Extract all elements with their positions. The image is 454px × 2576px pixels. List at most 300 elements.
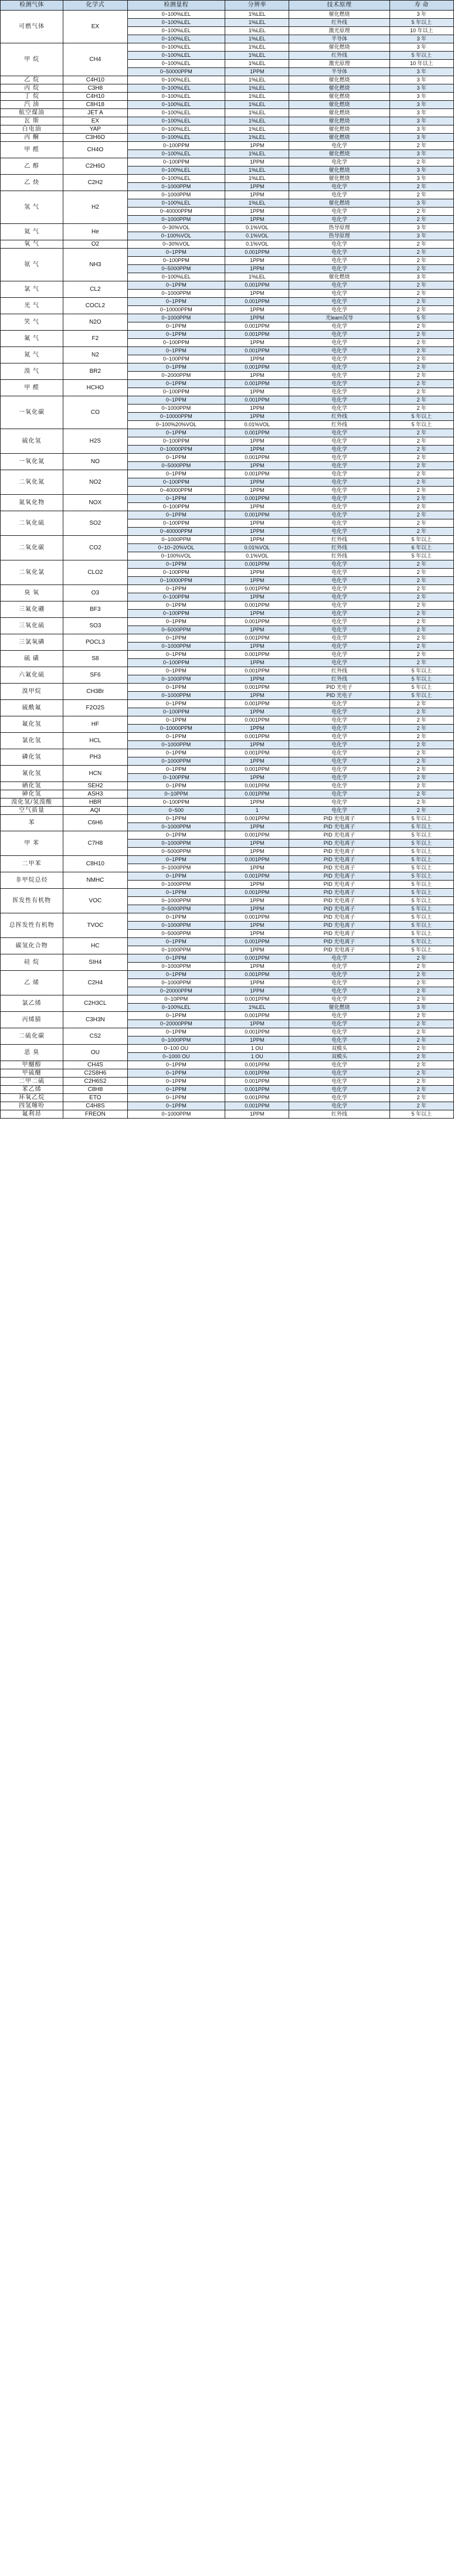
gas-name-cell: 六氟化硫 xyxy=(1,667,63,684)
technology-cell: 电化学 xyxy=(289,158,389,166)
gas-name-cell: 硫酰氟 xyxy=(1,700,63,716)
life-cell: 2 年 xyxy=(389,519,454,528)
chemical-formula-cell: CH4O xyxy=(63,142,127,158)
table-row xyxy=(1,470,454,478)
resolution-cell: 0.001PPM xyxy=(225,396,289,405)
table-row xyxy=(1,495,454,503)
chemical-formula-cell: C2H4 xyxy=(63,971,127,995)
life-cell: 2 年 xyxy=(389,347,454,355)
range-cell: 0~100PPM xyxy=(127,158,225,166)
range-cell: 0~100%VOL xyxy=(127,552,225,560)
technology-cell: PID 光电离子 xyxy=(289,897,389,905)
range-cell: 0~40000PPM xyxy=(127,528,225,536)
range-cell: 0~1PPM xyxy=(127,601,225,610)
gas-name-cell: 白电油 xyxy=(1,125,63,134)
gas-name-cell: 氮氧化物 xyxy=(1,495,63,511)
table-row xyxy=(1,536,454,544)
life-cell: 2 年 xyxy=(389,577,454,585)
technology-cell: 电化学 xyxy=(289,1020,389,1028)
life-cell: 2 年 xyxy=(389,372,454,380)
table-row xyxy=(1,1078,454,1086)
life-cell: 2 年 xyxy=(389,142,454,150)
gas-name-cell: 臭 氧 xyxy=(1,585,63,601)
life-cell: 2 年 xyxy=(389,1078,454,1086)
chemical-formula-cell: FREON xyxy=(63,1110,127,1119)
technology-cell: 电化学 xyxy=(289,963,389,971)
header-resolution: 分辨率 xyxy=(225,1,289,11)
technology-cell: 电化学 xyxy=(289,487,389,495)
range-cell: 0~1000PPM xyxy=(127,183,225,191)
technology-cell: 电化学 xyxy=(289,1069,389,1078)
resolution-cell: 1PPM xyxy=(225,692,289,700)
life-cell: 2 年 xyxy=(389,511,454,519)
gas-name-cell: 一氧化碳 xyxy=(1,396,63,429)
table-row xyxy=(1,790,454,798)
life-cell: 2 年 xyxy=(389,610,454,618)
range-cell: 0~10000PPM xyxy=(127,577,225,585)
range-cell: 0~1PPM xyxy=(127,1086,225,1094)
technology-cell: 电化学 xyxy=(289,651,389,659)
resolution-cell: 0.001PPM xyxy=(225,1012,289,1020)
life-cell: 2 年 xyxy=(389,560,454,569)
resolution-cell: 1%LEL xyxy=(225,19,289,27)
resolution-cell: 0.001PPM xyxy=(225,889,289,897)
technology-cell: PID 光电离子 xyxy=(289,913,389,922)
gas-name-cell: 三氟化硼 xyxy=(1,601,63,618)
resolution-cell: 1PPM xyxy=(225,183,289,191)
table-row xyxy=(1,1069,454,1078)
technology-cell: 催化燃烧 xyxy=(289,175,389,183)
life-cell: 3 年 xyxy=(389,224,454,232)
life-cell: 2 年 xyxy=(389,478,454,487)
technology-cell: 电化学 xyxy=(289,511,389,519)
gas-name-cell: 恶 臭 xyxy=(1,1045,63,1061)
chemical-formula-cell: O3 xyxy=(63,585,127,601)
gas-name-cell: 苯 xyxy=(1,815,63,831)
life-cell: 2 年 xyxy=(389,470,454,478)
range-cell: 0~100%LEL xyxy=(127,19,225,27)
resolution-cell: 0.001PPM xyxy=(225,782,289,790)
gas-name-cell: 碳氢化合物 xyxy=(1,938,63,954)
table-row xyxy=(1,1094,454,1102)
resolution-cell: 0.001PPM xyxy=(225,790,289,798)
range-cell: 0~10PPM xyxy=(127,790,225,798)
table-row xyxy=(1,101,454,109)
resolution-cell: 1PPM xyxy=(225,1036,289,1045)
gas-name-cell: 可燃气体 xyxy=(1,11,63,43)
resolution-cell: 0.001PPM xyxy=(225,1086,289,1094)
technology-cell: 电化学 xyxy=(289,355,389,363)
gas-name-cell: 氟化氢 xyxy=(1,716,63,733)
resolution-cell: 0.001PPM xyxy=(225,856,289,864)
resolution-cell: 0.1%VOL xyxy=(225,552,289,560)
range-cell: 0~100PPM xyxy=(127,142,225,150)
chemical-formula-cell: He xyxy=(63,224,127,240)
range-cell: 0~100 OU xyxy=(127,1045,225,1053)
technology-cell: PID 光电离子 xyxy=(289,946,389,954)
technology-cell: PID 光电离子 xyxy=(289,815,389,823)
range-cell: 0~20000PPM xyxy=(127,1020,225,1028)
gas-name-cell: 氦 气 xyxy=(1,224,63,240)
resolution-cell: 0.001PPM xyxy=(225,766,289,774)
range-cell: 0~100%LEL xyxy=(127,109,225,117)
range-cell: 0~40000PPM xyxy=(127,208,225,216)
range-cell: 0~1000 OU xyxy=(127,1053,225,1061)
resolution-cell: 1PPM xyxy=(225,881,289,889)
technology-cell: 电化学 xyxy=(289,634,389,643)
table-row xyxy=(1,125,454,134)
life-cell: 2 年 xyxy=(389,954,454,963)
resolution-cell: 1PPM xyxy=(225,864,289,872)
table-row xyxy=(1,872,454,881)
life-cell: 5 年以上 xyxy=(389,536,454,544)
header-technology: 技术原理 xyxy=(289,1,389,11)
technology-cell: 电化学 xyxy=(289,249,389,257)
life-cell: 3 年 xyxy=(389,232,454,240)
resolution-cell: 0.001PPM xyxy=(225,560,289,569)
range-cell: 0~1PPM xyxy=(127,938,225,946)
technology-cell: 电化学 xyxy=(289,790,389,798)
chemical-formula-cell: C3H8 xyxy=(63,84,127,93)
resolution-cell: 0.001PPM xyxy=(225,651,289,659)
technology-cell: 电化学 xyxy=(289,626,389,634)
technology-cell: 电化学 xyxy=(289,347,389,355)
chemical-formula-cell: PH3 xyxy=(63,749,127,766)
life-cell: 2 年 xyxy=(389,807,454,815)
table-row xyxy=(1,429,454,437)
range-cell: 0~40000PPM xyxy=(127,487,225,495)
range-cell: 0~100%LEL xyxy=(127,35,225,43)
life-cell: 2 年 xyxy=(389,626,454,634)
range-cell: 0~5000PPM xyxy=(127,930,225,938)
range-cell: 0~10000PPM xyxy=(127,446,225,454)
life-cell: 2 年 xyxy=(389,651,454,659)
chemical-formula-cell: AQI xyxy=(63,807,127,815)
resolution-cell: 0.001PPM xyxy=(225,363,289,372)
gas-name-cell: 硫 磺 xyxy=(1,651,63,667)
table-row xyxy=(1,954,454,963)
life-cell: 3 年 xyxy=(389,35,454,43)
range-cell: 0~1000PPM xyxy=(127,946,225,954)
resolution-cell: 0.001PPM xyxy=(225,634,289,643)
gas-name-cell: 甲 醛 xyxy=(1,142,63,158)
resolution-cell: 0.001PPM xyxy=(225,815,289,823)
technology-cell: 电化学 xyxy=(289,281,389,290)
resolution-cell: 1%LEL xyxy=(225,43,289,52)
life-cell: 5 年以上 xyxy=(389,872,454,881)
life-cell: 2 年 xyxy=(389,618,454,626)
technology-cell: 电化学 xyxy=(289,971,389,979)
technology-cell: 电化学 xyxy=(289,265,389,273)
range-cell: 0~1PPM xyxy=(127,495,225,503)
technology-cell: 催化燃烧 xyxy=(289,109,389,117)
resolution-cell: 1PPM xyxy=(225,339,289,347)
resolution-cell: 1%LEL xyxy=(225,11,289,19)
gas-name-cell: 总挥发性有机物 xyxy=(1,913,63,938)
life-cell: 2 年 xyxy=(389,462,454,470)
range-cell: 0~100PPM xyxy=(127,569,225,577)
chemical-formula-cell: C8H18 xyxy=(63,101,127,109)
table-row xyxy=(1,585,454,593)
range-cell: 0~100PPM xyxy=(127,519,225,528)
resolution-cell: 1PPM xyxy=(225,774,289,782)
technology-cell: 电化学 xyxy=(289,1012,389,1020)
range-cell: 0~1PPM xyxy=(127,396,225,405)
header-formula: 化学式 xyxy=(63,1,127,11)
table-row xyxy=(1,84,454,93)
resolution-cell: 1%LEL xyxy=(225,101,289,109)
resolution-cell: 1%LEL xyxy=(225,1004,289,1012)
technology-cell: PID 光电离子 xyxy=(289,889,389,897)
range-cell: 0~100%LEL xyxy=(127,84,225,93)
range-cell: 0~100PPM xyxy=(127,388,225,396)
technology-cell: 催化燃烧 xyxy=(289,273,389,281)
technology-cell: 电化学 xyxy=(289,585,389,593)
technology-cell: 电化学 xyxy=(289,1078,389,1086)
chemical-formula-cell: CO2 xyxy=(63,536,127,560)
life-cell: 5 年以上 xyxy=(389,675,454,684)
life-cell: 2 年 xyxy=(389,1036,454,1045)
resolution-cell: 1PPM xyxy=(225,610,289,618)
range-cell: 0~5000PPM xyxy=(127,462,225,470)
resolution-cell: 1%LEL xyxy=(225,84,289,93)
technology-cell: 电化学 xyxy=(289,1094,389,1102)
resolution-cell: 1%LEL xyxy=(225,199,289,208)
gas-name-cell: 乙 烷 xyxy=(1,76,63,84)
technology-cell: 电化学 xyxy=(289,798,389,807)
technology-cell: 电化学 xyxy=(289,1028,389,1036)
range-cell: 0~100%LEL xyxy=(127,134,225,142)
table-row xyxy=(1,782,454,790)
life-cell: 2 年 xyxy=(389,634,454,643)
range-cell: 0~100PPM xyxy=(127,478,225,487)
technology-cell: 电化学 xyxy=(289,601,389,610)
resolution-cell: 1PPM xyxy=(225,848,289,856)
gas-name-cell: 氢 气 xyxy=(1,191,63,224)
technology-cell: PID 光电离子 xyxy=(289,856,389,864)
gas-name-cell: 二氧化氮 xyxy=(1,470,63,495)
resolution-cell: 1%LEL xyxy=(225,60,289,68)
life-cell: 2 年 xyxy=(389,963,454,971)
life-cell: 2 年 xyxy=(389,487,454,495)
resolution-cell: 1PPM xyxy=(225,478,289,487)
resolution-cell: 0.001PPM xyxy=(225,347,289,355)
technology-cell: 电化学 xyxy=(289,987,389,995)
chemical-formula-cell: NO xyxy=(63,454,127,470)
resolution-cell: 1PPM xyxy=(225,437,289,446)
technology-cell: PID 光电离子 xyxy=(289,881,389,889)
life-cell: 2 年 xyxy=(389,1020,454,1028)
technology-cell: 催化燃烧 xyxy=(289,199,389,208)
table-row xyxy=(1,913,454,922)
technology-cell: 双模头 xyxy=(289,1053,389,1061)
range-cell: 0~5000PPM xyxy=(127,626,225,634)
life-cell: 2 年 xyxy=(389,659,454,667)
life-cell: 2 年 xyxy=(389,643,454,651)
life-cell: 2 年 xyxy=(389,1053,454,1061)
life-cell: 5 年以上 xyxy=(389,19,454,27)
life-cell: 2 年 xyxy=(389,987,454,995)
resolution-cell: 1PPM xyxy=(225,446,289,454)
range-cell: 0~1PPM xyxy=(127,298,225,306)
technology-cell: 催化燃烧 xyxy=(289,93,389,101)
range-cell: 0~1000PPM xyxy=(127,314,225,322)
technology-cell: 激光原理 xyxy=(289,27,389,35)
technology-cell: 电化学 xyxy=(289,519,389,528)
resolution-cell: 0.001PPM xyxy=(225,495,289,503)
technology-cell: 电化学 xyxy=(289,528,389,536)
technology-cell: 红外线 xyxy=(289,544,389,552)
range-cell: 0~1000PPM xyxy=(127,979,225,987)
life-cell: 5 年以上 xyxy=(389,823,454,831)
chemical-formula-cell: SIH4 xyxy=(63,954,127,971)
gas-name-cell: 光 气 xyxy=(1,298,63,314)
table-row xyxy=(1,109,454,117)
resolution-cell: 1PPM xyxy=(225,1110,289,1119)
table-row xyxy=(1,314,454,322)
table-row xyxy=(1,651,454,659)
range-cell: 0~100PPM xyxy=(127,774,225,782)
resolution-cell: 1%LEL xyxy=(225,166,289,175)
technology-cell: 催化燃烧 xyxy=(289,134,389,142)
technology-cell: 催化燃烧 xyxy=(289,1004,389,1012)
life-cell: 5 年以上 xyxy=(389,52,454,60)
life-cell: 2 年 xyxy=(389,1061,454,1069)
resolution-cell: 1%LEL xyxy=(225,175,289,183)
resolution-cell: 1%LEL xyxy=(225,125,289,134)
table-row xyxy=(1,601,454,610)
resolution-cell: 0.001PPM xyxy=(225,749,289,757)
life-cell: 2 年 xyxy=(389,733,454,741)
technology-cell: 电化学 xyxy=(289,470,389,478)
resolution-cell: 1PPM xyxy=(225,487,289,495)
range-cell: 0~1PPM xyxy=(127,281,225,290)
technology-cell: 电化学 xyxy=(289,1036,389,1045)
gas-name-cell: 笑 气 xyxy=(1,314,63,331)
gas-name-cell: 二氧化硫 xyxy=(1,511,63,536)
range-cell: 0~1000PPM xyxy=(127,290,225,298)
range-cell: 0~100PPM xyxy=(127,593,225,601)
table-row xyxy=(1,454,454,462)
chemical-formula-cell: C2H2 xyxy=(63,175,127,191)
table-row xyxy=(1,191,454,199)
technology-cell: 电化学 xyxy=(289,577,389,585)
life-cell: 2 年 xyxy=(389,766,454,774)
gas-name-cell: 三氧化硫 xyxy=(1,618,63,634)
gas-name-cell: 丙 酮 xyxy=(1,134,63,142)
table-row xyxy=(1,889,454,897)
range-cell: 0~1000PPM xyxy=(127,881,225,889)
gas-name-cell: 一氧化氮 xyxy=(1,454,63,470)
resolution-cell: 0.1%VOL xyxy=(225,232,289,240)
range-cell: 0~100%LEL xyxy=(127,117,225,125)
technology-cell: 电化学 xyxy=(289,741,389,749)
chemical-formula-cell: HC xyxy=(63,938,127,954)
life-cell: 10 年以上 xyxy=(389,60,454,68)
resolution-cell: 0.01%VOL xyxy=(225,421,289,429)
header-life: 寿 命 xyxy=(389,1,454,11)
range-cell: 0~1PPM xyxy=(127,872,225,881)
gas-name-cell: 甲硫醚 xyxy=(1,1069,63,1078)
table-row xyxy=(1,93,454,101)
resolution-cell: 1PPM xyxy=(225,355,289,363)
technology-cell: 电化学 xyxy=(289,766,389,774)
chemical-formula-cell: C8H10 xyxy=(63,856,127,872)
chemical-formula-cell: CH4 xyxy=(63,43,127,76)
range-cell: 0~100%20%VOL xyxy=(127,421,225,429)
range-cell: 0~100PPM xyxy=(127,610,225,618)
range-cell: 0~1PPM xyxy=(127,363,225,372)
resolution-cell: 0.001PPM xyxy=(225,298,289,306)
resolution-cell: 1PPM xyxy=(225,725,289,733)
gas-name-cell: 空气质量 xyxy=(1,807,63,815)
range-cell: 0~1PPM xyxy=(127,782,225,790)
life-cell: 2 年 xyxy=(389,1094,454,1102)
technology-cell: 电化学 xyxy=(289,708,389,716)
life-cell: 2 年 xyxy=(389,782,454,790)
resolution-cell: 0.001PPM xyxy=(225,1078,289,1086)
gas-name-cell: 甲 醛 xyxy=(1,380,63,396)
life-cell: 2 年 xyxy=(389,183,454,191)
gas-name-cell: 二硫化碳 xyxy=(1,1028,63,1045)
range-cell: 0~1PPM xyxy=(127,971,225,979)
technology-cell: 电化学 xyxy=(289,979,389,987)
life-cell: 2 年 xyxy=(389,716,454,725)
range-cell: 0~30%VOL xyxy=(127,224,225,232)
chemical-formula-cell: C6H6 xyxy=(63,815,127,831)
table-row xyxy=(1,749,454,757)
technology-cell: 电化学 xyxy=(289,396,389,405)
technology-cell: 电化学 xyxy=(289,733,389,741)
life-cell: 3 年 xyxy=(389,68,454,76)
gas-name-cell: 汽 油 xyxy=(1,101,63,109)
life-cell: 2 年 xyxy=(389,1086,454,1094)
resolution-cell: 0.001PPM xyxy=(225,429,289,437)
resolution-cell: 0.001PPM xyxy=(225,1028,289,1036)
resolution-cell: 0.001PPM xyxy=(225,938,289,946)
resolution-cell: 1 OU xyxy=(225,1045,289,1053)
table-row xyxy=(1,511,454,519)
gas-name-cell: 四氢噻吩 xyxy=(1,1102,63,1110)
table-header xyxy=(1,1,454,11)
range-cell: 0~1000PPM xyxy=(127,897,225,905)
resolution-cell: 1PPM xyxy=(225,68,289,76)
chemical-formula-cell: NO2 xyxy=(63,470,127,495)
table-row xyxy=(1,1028,454,1036)
resolution-cell: 1PPM xyxy=(225,413,289,421)
life-cell: 3 年 xyxy=(389,93,454,101)
life-cell: 2 年 xyxy=(389,1045,454,1053)
life-cell: 2 年 xyxy=(389,1012,454,1020)
table-row xyxy=(1,618,454,626)
technology-cell: PID 光电离子 xyxy=(289,922,389,930)
gas-name-cell: 甲 苯 xyxy=(1,831,63,856)
range-cell: 0~1PPM xyxy=(127,815,225,823)
resolution-cell: 1PPM xyxy=(225,946,289,954)
technology-cell: 电化学 xyxy=(289,331,389,339)
resolution-cell: 1PPM xyxy=(225,823,289,831)
range-cell: 0~30%VOL xyxy=(127,240,225,249)
life-cell: 2 年 xyxy=(389,331,454,339)
range-cell: 0~1000PPM xyxy=(127,216,225,224)
resolution-cell: 0.001PPM xyxy=(225,585,289,593)
chemical-formula-cell: YAP xyxy=(63,125,127,134)
life-cell: 2 年 xyxy=(389,405,454,413)
technology-cell: PID 光电离子 xyxy=(289,840,389,848)
life-cell: 2 年 xyxy=(389,265,454,273)
chemical-formula-cell: EX xyxy=(63,117,127,125)
range-cell: 0~100%LEL xyxy=(127,52,225,60)
